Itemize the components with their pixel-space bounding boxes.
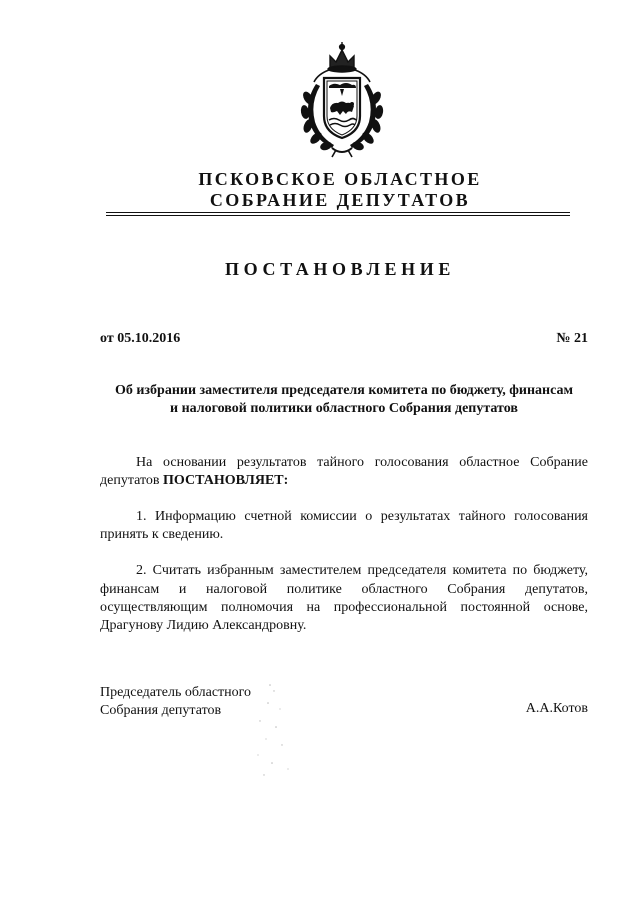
preamble-line2 xyxy=(100,471,588,491)
preamble-line1: На основании результатов тайного голосования областное Собрание xyxy=(136,455,588,470)
item2-line4: Драгунову Лидию Александровну. xyxy=(100,618,307,633)
organization-name-line2: СОБРАНИЕ ДЕПУТАТОВ xyxy=(209,190,471,210)
item1-line2: принять к сведению. xyxy=(100,527,224,542)
document-type-heading: ПОСТАНОВЛЕНИЕ xyxy=(225,259,455,279)
item2-line3: осуществляющим полномочия на профессиональной постоянной основе, xyxy=(100,600,588,615)
signatory-position-line2: Собрания депутатов xyxy=(100,703,222,718)
item1-line1: 1. Информацию счетной комиссии о результатах тайного голосования xyxy=(136,509,588,524)
item2-line2: финансам и налоговой политике областного Собрания депутатов, xyxy=(100,582,588,597)
header-divider xyxy=(106,212,570,213)
document-number: № 21 xyxy=(556,331,588,346)
item2-line1: 2. Считать избранным заместителем председателя комитета по бюджету, xyxy=(136,563,588,578)
scan-noise-marks xyxy=(230,675,320,785)
pskov-coat-of-arms-icon xyxy=(296,40,388,158)
preamble-line2-text: депутатов xyxy=(100,473,160,488)
document-title-line1: Об избрании заместителя председателя комитета по бюджету, финансам xyxy=(114,383,574,398)
resolution-keyword: ПОСТАНОВЛЯЕТ: xyxy=(163,473,289,488)
organization-name-line1: ПСКОВСКОЕ ОБЛАСТНОЕ xyxy=(198,169,482,189)
signatory-name: А.А.Котов xyxy=(525,701,588,716)
header-divider-thick xyxy=(106,215,570,216)
document-date: от 05.10.2016 xyxy=(100,331,181,346)
document-title-line2: и налоговой политики областного Собрания депутатов xyxy=(170,401,518,416)
signatory-position-line1: Председатель областного xyxy=(100,685,252,700)
